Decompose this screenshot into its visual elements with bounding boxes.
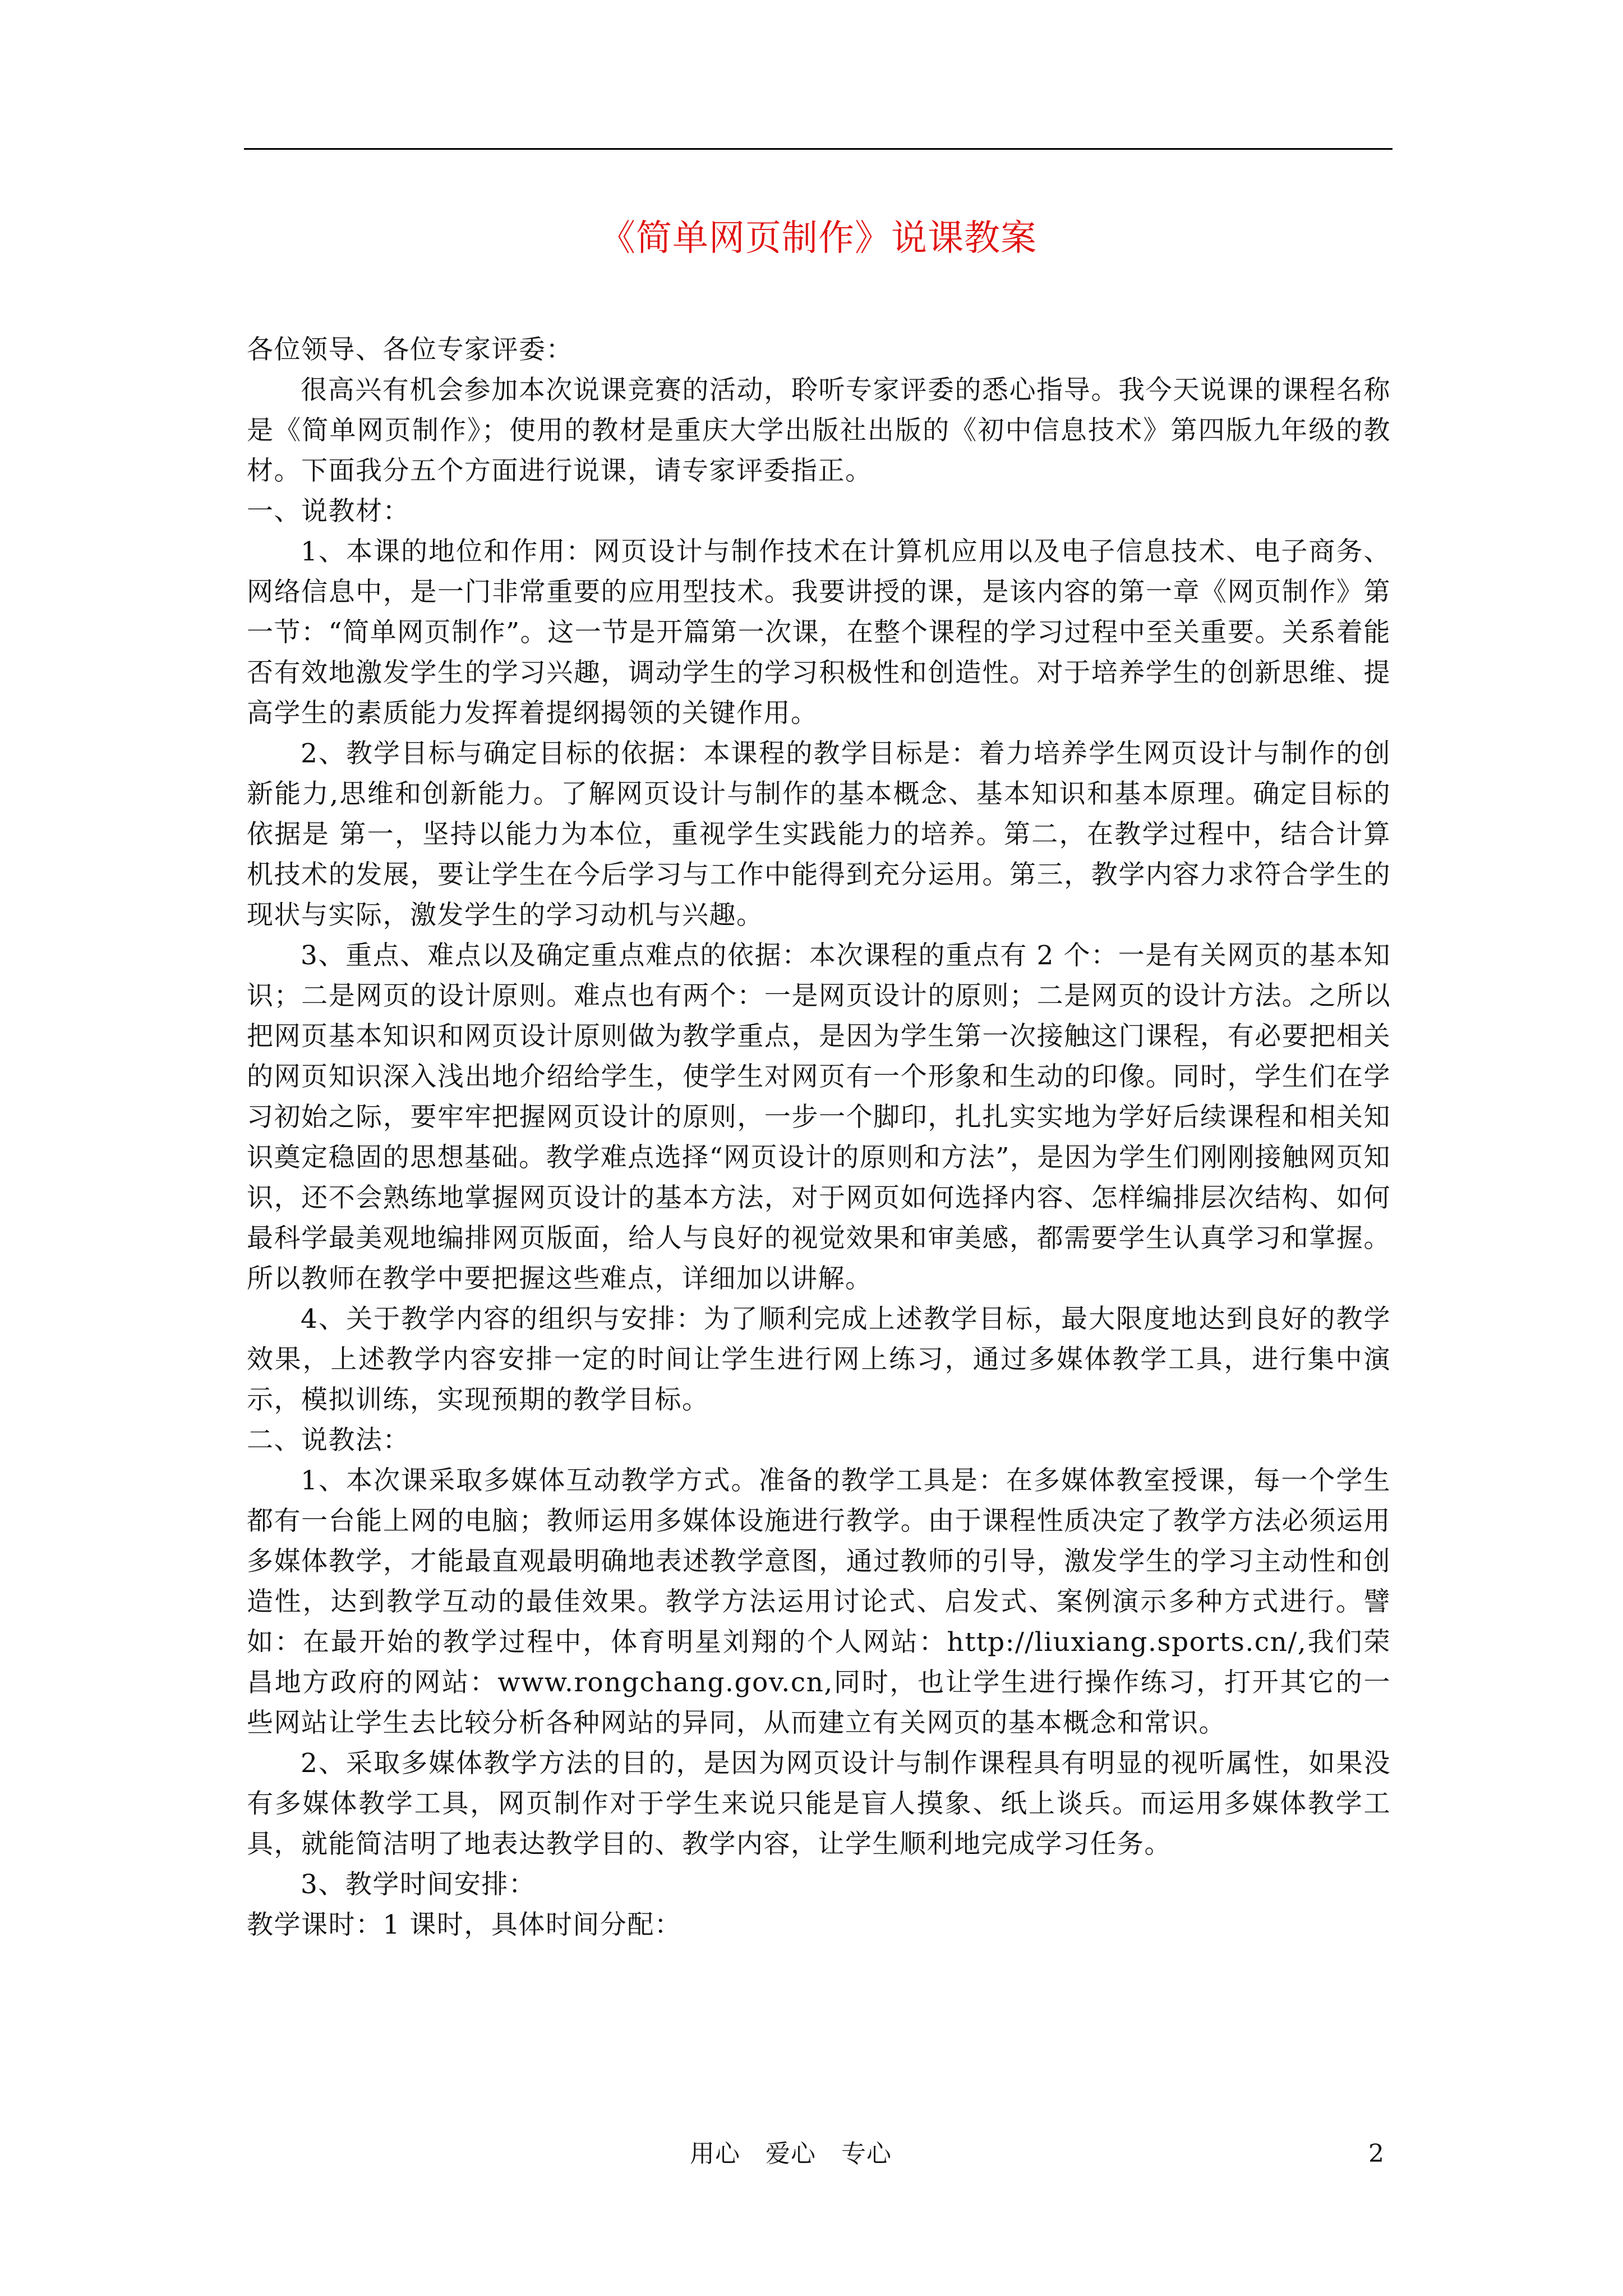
paragraph-key-difficult-points: 3、重点、难点以及确定重点难点的依据：本次课程的重点有 2 个：一是有关网页的基本知识；二是网页的设计原则。难点也有两个：一是网页设计的原则；二是网页的设计方法。之所以把网页基本知识和网页设计原则做为教学重点，是因为学生第一次接触这门课程，有必要把相关的网页知识深入浅出地介绍给学生，使学生对网页有一个形象和生动的印像。同时，学生们在学习初始之际，要牢牢把握网页设计的原则，一步一个脚印，扎扎实实地为学好后续课程和相关知识奠定稳固的思想基础。教学难点选择“网页设计的原则和方法”，是因为学生们刚刚接触网页知识，还不会熟练地掌握网页设计的基本方法，对于网页如何选择内容、怎样编排层次结构、如何最科学最美观地编排网页版面，给人与良好的视觉效果和审美感，都需要学生认真学习和掌握。所以教师在教学中要把握这些难点，详细加以讲解。 (247, 940, 1391, 1294)
paragraph-multimedia-method: 1、本次课采取多媒体互动教学方式。准备的教学工具是：在多媒体教室授课，每一个学生都有一台能上网的电脑；教师运用多媒体设施进行教学。由于课程性质决定了教学方法必须运用多媒体教学，才能最直观最明确地表述教学意图，通过教师的引导，激发学生的学习主动性和创造性，达到教学互动的最佳效果。教学方法运用讨论式、启发式、案例演示多种方式进行。譬如：在最开始的教学过程中，体育明星刘翔的个人网站：http://liuxiang.sports.cn/,我们荣昌地方政府的网站：www.rongchang.gov.cn,同时，也让学生进行操作练习，打开其它的一些网站让学生去比较分析各种网站的异同，从而建立有关网页的基本概念和常识。 (247, 1465, 1391, 1738)
section-heading-textbook: 一、说教材： (247, 496, 410, 527)
paragraph-class-hours: 教学课时：1 课时，具体时间分配： (247, 1910, 682, 1940)
header-rule (244, 148, 1393, 150)
salutation-paragraph: 各位领导、各位专家评委： (247, 334, 573, 365)
paragraph-course-position: 1、本课的地位和作用：网页设计与制作技术在计算机应用以及电子信息技术、电子商务、网络信息中，是一门非常重要的应用型技术。我要讲授的课，是该内容的第一章《网页制作》第一节：“简单网页制作”。这一节是开篇第一次课，在整个课程的学习过程中至关重要。关系着能否有效地激发学生的学习兴趣，调动学生的学习积极性和创造性。对于培养学生的创新思维、提高学生的素质能力发挥着提纲揭领的关键作用。 (247, 536, 1391, 729)
intro-paragraph: 很高兴有机会参加本次说课竞赛的活动，聆听专家评委的悉心指导。我今天说课的课程名称是《简单网页制作》；使用的教材是重庆大学出版社出版的《初中信息技术》第四版九年级的教材。下面我分五个方面进行说课，请专家评委指正。 (247, 375, 1391, 486)
section-heading-teaching-method: 二、说教法： (247, 1425, 410, 1456)
page-number: 2 (1368, 2139, 1384, 2168)
paragraph-multimedia-purpose: 2、采取多媒体教学方法的目的，是因为网页设计与制作课程具有明显的视听属性，如果没有多媒体教学工具，网页制作对于学生来说只能是盲人摸象、纸上谈兵。而运用多媒体教学工具，就能简洁明了地表达教学目的、教学内容，让学生顺利地完成学习任务。 (247, 1748, 1391, 1860)
paragraph-teaching-goals: 2、教学目标与确定目标的依据：本课程的教学目标是：着力培养学生网页设计与制作的创新能力,思维和创新能力。了解网页设计与制作的基本概念、基本知识和基本原理。确定目标的依据是 第一，坚持以能力为本位，重视学生实践能力的培养。第二，在教学过程中，结合计算机技术的发展，要让学生在今后学习与工作中能得到充分运用。第三，教学内容力求符合学生的现状与实际，激发学生的学习动机与兴趣。 (247, 738, 1391, 931)
document-title: 《简单网页制作》说课教案 (600, 218, 1037, 259)
paragraph-time-arrangement: 3、教学时间安排： (301, 1869, 536, 1900)
paragraph-content-organization: 4、关于教学内容的组织与安排：为了顺利完成上述教学目标，最大限度地达到良好的教学效果，上述教学内容安排一定的时间让学生进行网上练习，通过多媒体教学工具，进行集中演示，模拟训练，实现预期的教学目标。 (247, 1304, 1391, 1415)
footer-motto: 用心 爱心 专心 (690, 2139, 892, 2168)
document-body (247, 330, 1391, 1945)
